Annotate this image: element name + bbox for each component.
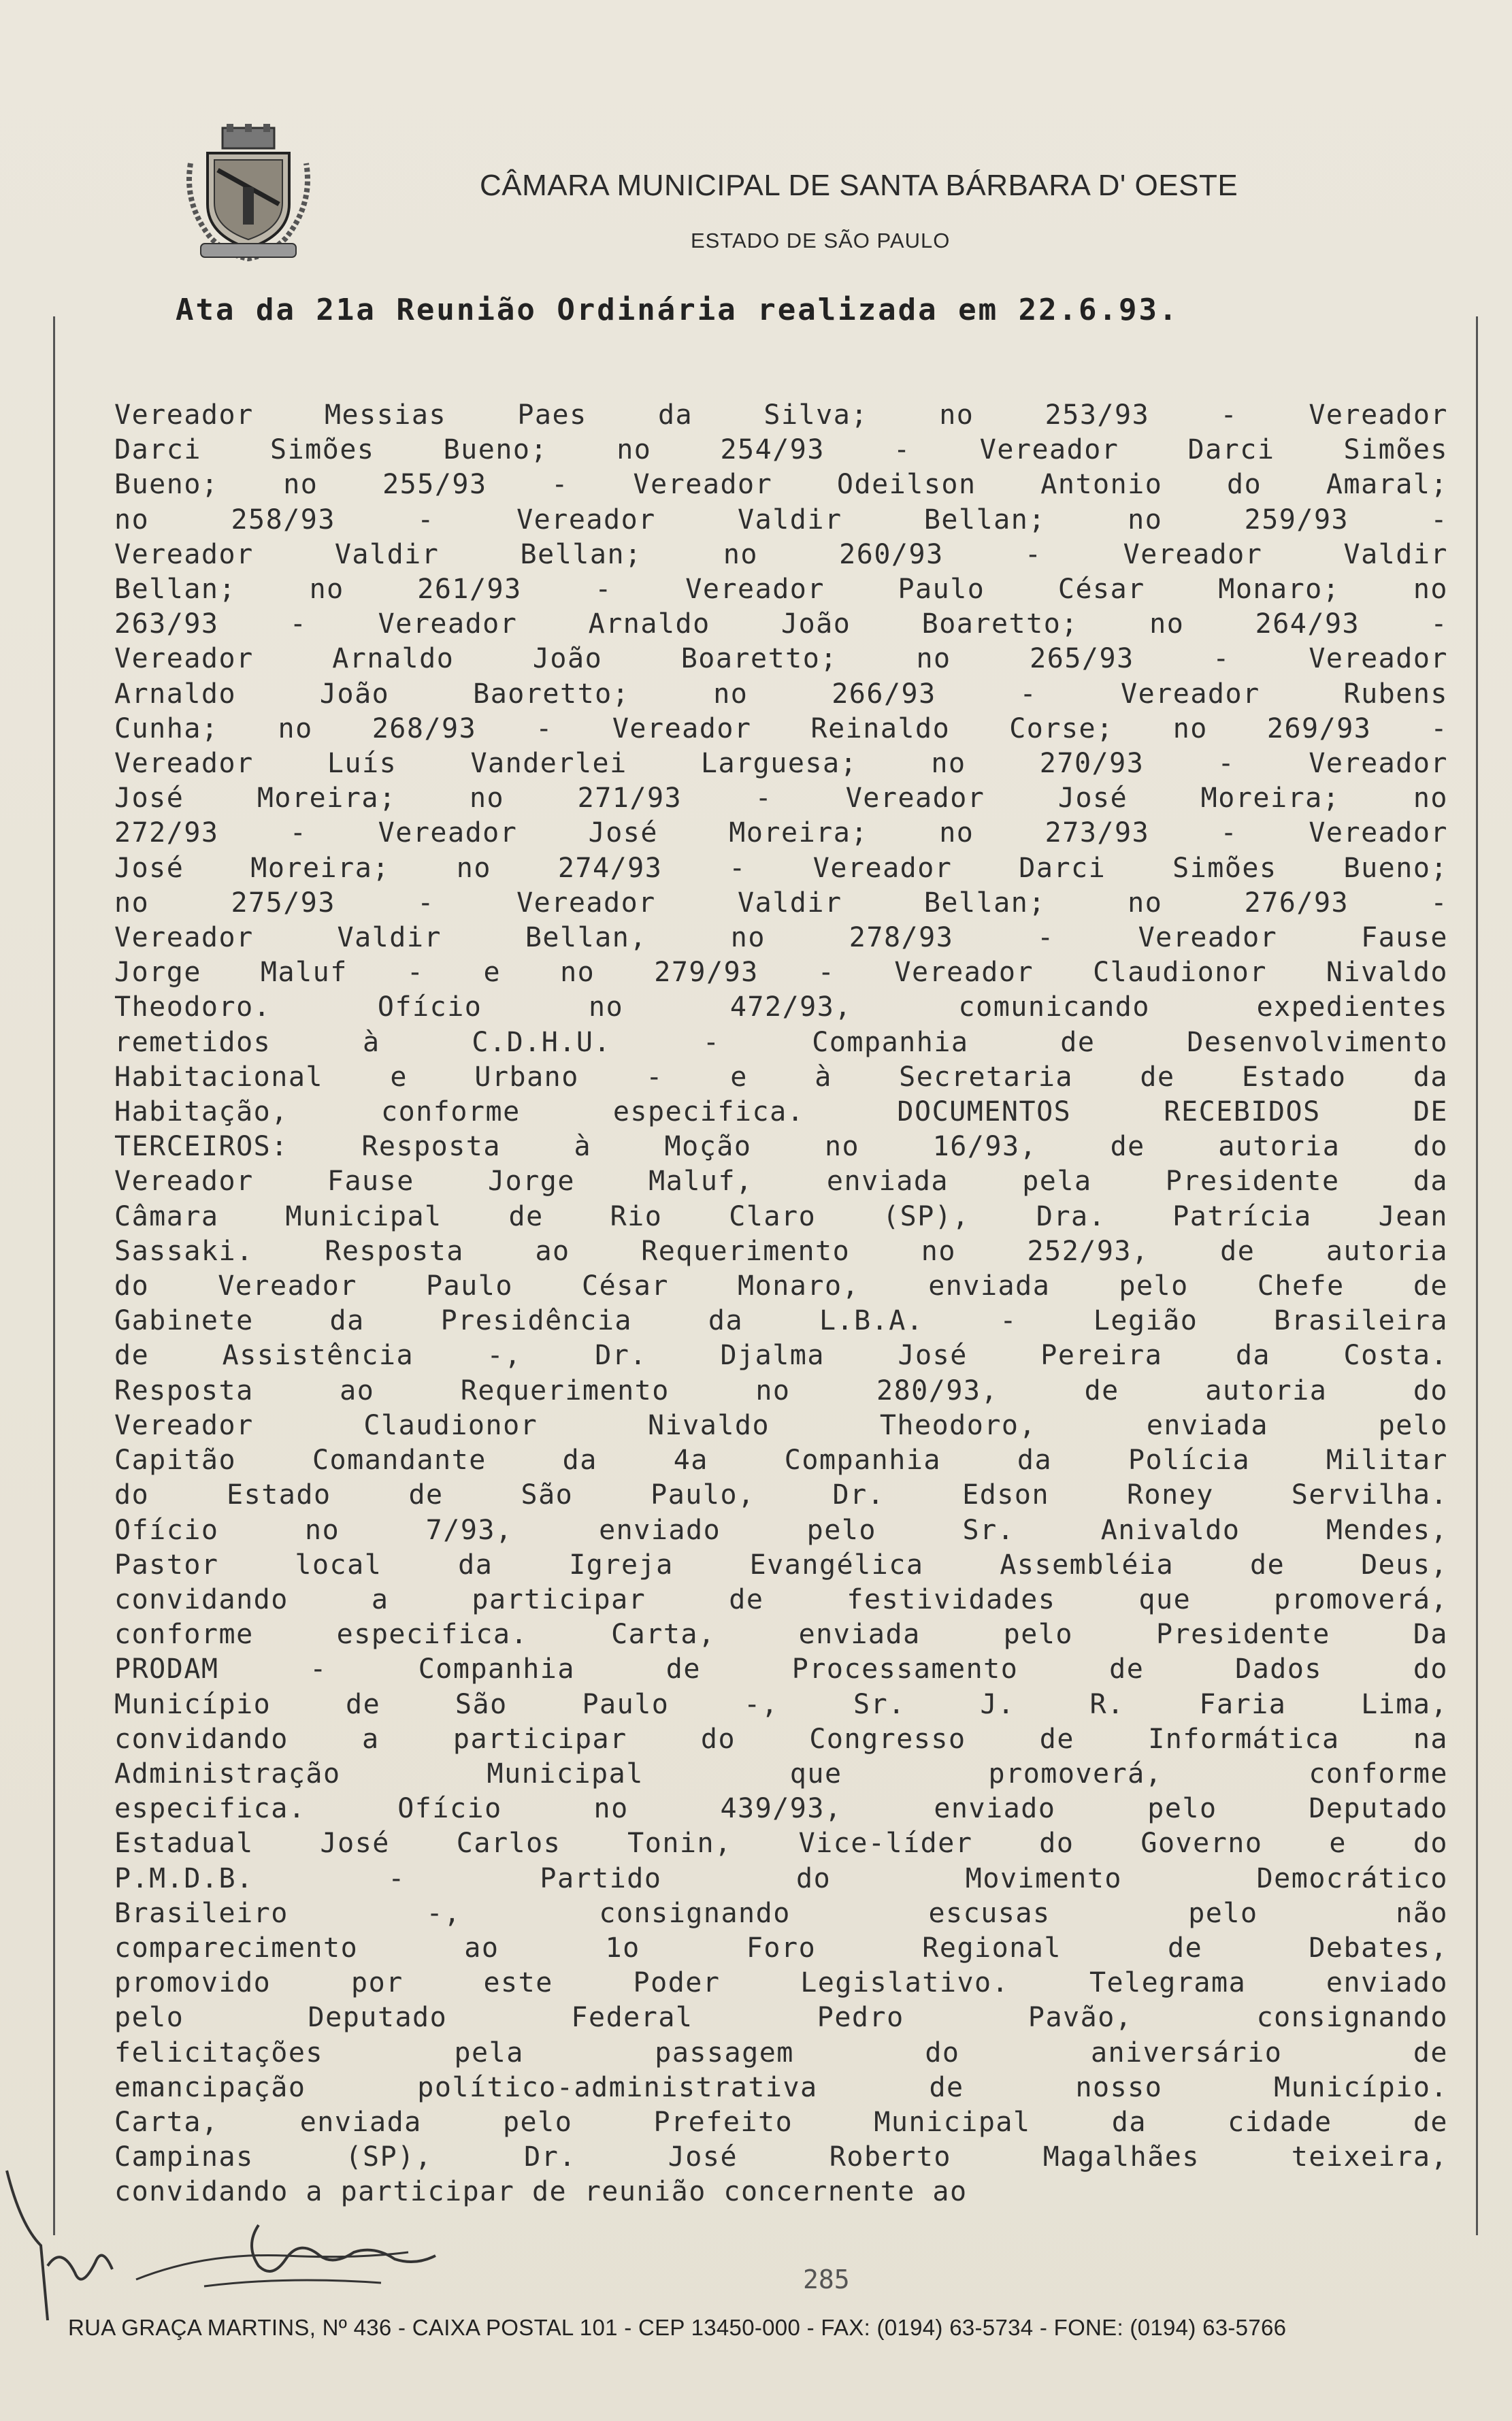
text-line: conforme especifica. Carta, enviada pelo Presidente Da bbox=[114, 1619, 1448, 1651]
text-line: de Assistência -, Dr. Djalma José Pereira da Costa. bbox=[114, 1340, 1448, 1372]
text-line: PRODAM - Companhia de Processamento de Dados do bbox=[114, 1653, 1448, 1685]
text-line: promovido por este Poder Legislativo. Telegrama enviado bbox=[114, 1967, 1448, 1999]
text-line: Cunha; no 268/93 - Vereador Reinaldo Corse; no 269/93 - bbox=[114, 712, 1448, 744]
text-line: Vereador Fause Jorge Maluf, enviada pela Presidente da bbox=[114, 1166, 1448, 1198]
text-line: Município de São Paulo -, Sr. J. R. Faria Lima, bbox=[114, 1688, 1448, 1720]
text-line: José Moreira; no 274/93 - Vereador Darci Simões Bueno; bbox=[114, 852, 1448, 884]
text-line: Theodoro. Ofício no 472/93, comunicando expedientes bbox=[114, 991, 1448, 1023]
text-line: Gabinete da Presidência da L.B.A. - Legião Brasileira bbox=[114, 1305, 1448, 1337]
text-line: pelo Deputado Federal Pedro Pavão, consignando bbox=[114, 2002, 1448, 2034]
text-line: 263/93 - Vereador Arnaldo João Boaretto; no 264/93 - bbox=[114, 608, 1448, 640]
text-line: Pastor local da Igreja Evangélica Assembléia de Deus, bbox=[114, 1549, 1448, 1581]
text-line: Carta, enviada pelo Prefeito Municipal da cidade de bbox=[114, 2106, 1448, 2138]
minutes-title: Ata da 21a Reunião Ordinária realizada em 22.6.93. bbox=[176, 293, 1179, 327]
text-line: Vereador Luís Vanderlei Larguesa; no 270/93 - Vereador bbox=[114, 748, 1448, 780]
text-line: remetidos à C.D.H.U. - Companhia de Desenvolvimento bbox=[114, 1026, 1448, 1058]
text-line: Resposta ao Requerimento no 280/93, de autoria do bbox=[114, 1374, 1448, 1406]
text-line: felicitações pela passagem do aniversário de bbox=[114, 2037, 1448, 2069]
text-line: Bueno; no 255/93 - Vereador Odeilson Antonio do Amaral; bbox=[114, 469, 1448, 501]
text-line: Darci Simões Bueno; no 254/93 - Vereador Darci Simões bbox=[114, 434, 1448, 466]
text-line: Arnaldo João Baoretto; no 266/93 - Vereador Rubens bbox=[114, 678, 1448, 710]
text-line: Estadual José Carlos Tonin, Vice-líder do Governo e do bbox=[114, 1828, 1448, 1860]
text-line: convidando a participar de festividades que promoverá, bbox=[114, 1583, 1448, 1615]
text-line: comparecimento ao 1o Foro Regional de Debates, bbox=[114, 1932, 1448, 1964]
text-line: Vereador Valdir Bellan, no 278/93 - Vereador Fause bbox=[114, 922, 1448, 954]
text-line: Habitação, conforme especifica. DOCUMENTOS RECEBIDOS DE bbox=[114, 1096, 1448, 1128]
text-line: TERCEIROS: Resposta à Moção no 16/93, de autoria do bbox=[114, 1131, 1448, 1163]
text-line: Campinas (SP), Dr. José Roberto Magalhães teixeira, bbox=[114, 2141, 1448, 2173]
organization-name: CÂMARA MUNICIPAL DE SANTA BÁRBARA D' OESTE bbox=[480, 169, 1238, 202]
text-line: Administração Municipal que promoverá, conforme bbox=[114, 1758, 1448, 1790]
text-line: no 258/93 - Vereador Valdir Bellan; no 259/93 - bbox=[114, 504, 1448, 536]
text-line: convidando a participar do Congresso de Informática na bbox=[114, 1723, 1448, 1755]
text-line: Habitacional e Urbano - e à Secretaria de Estado da bbox=[114, 1061, 1448, 1093]
text-line: Jorge Maluf - e no 279/93 - Vereador Claudionor Nivaldo bbox=[114, 957, 1448, 989]
text-line: Capitão Comandante da 4a Companhia da Polícia Militar bbox=[114, 1445, 1448, 1477]
right-border-line bbox=[1476, 316, 1478, 2235]
address-footer: RUA GRAÇA MARTINS, Nº 436 - CAIXA POSTAL 101 - CEP 13450-000 - FAX: (0194) 63-5734 - FONE: (0194) 63-5766 bbox=[68, 2315, 1287, 2340]
text-line: José Moreira; no 271/93 - Vereador José Moreira; no bbox=[114, 783, 1448, 814]
text-line: emancipação político-administrativa de nosso Município. bbox=[114, 2071, 1448, 2103]
municipal-crest-icon bbox=[180, 122, 316, 265]
organization-state: ESTADO DE SÃO PAULO bbox=[691, 229, 951, 252]
text-line: Ofício no 7/93, enviado pelo Sr. Anivaldo Mendes, bbox=[114, 1514, 1448, 1546]
text-line: Sassaki. Resposta ao Requerimento no 252/93, de autoria bbox=[114, 1235, 1448, 1267]
text-line: do Estado de São Paulo, Dr. Edson Roney Servilha. bbox=[114, 1479, 1448, 1511]
text-line: Brasileiro -, consignando escusas pelo não bbox=[114, 1897, 1448, 1929]
text-line: do Vereador Paulo César Monaro, enviada pelo Chefe de bbox=[114, 1270, 1448, 1302]
text-line: Vereador Claudionor Nivaldo Theodoro, enviada pelo bbox=[114, 1409, 1448, 1441]
text-line: Câmara Municipal de Rio Claro (SP), Dra. Patrícia Jean bbox=[114, 1200, 1448, 1232]
text-line: convidando a participar de reunião concernente ao bbox=[114, 2176, 968, 2208]
text-line: Vereador Messias Paes da Silva; no 253/93 - Vereador bbox=[114, 399, 1448, 431]
text-line: Vereador Arnaldo João Boaretto; no 265/93 - Vereador bbox=[114, 643, 1448, 675]
text-line: Bellan; no 261/93 - Vereador Paulo César Monaro; no bbox=[114, 574, 1448, 606]
minutes-body bbox=[114, 398, 1448, 2210]
text-line: no 275/93 - Vereador Valdir Bellan; no 276/93 - bbox=[114, 887, 1448, 919]
text-line: Vereador Valdir Bellan; no 260/93 - Vereador Valdir bbox=[114, 538, 1448, 570]
text-line: P.M.D.B. - Partido do Movimento Democrático bbox=[114, 1862, 1448, 1894]
page-number: 285 bbox=[803, 2264, 850, 2294]
left-border-line bbox=[53, 316, 55, 2235]
text-line: 272/93 - Vereador José Moreira; no 273/93 - Vereador bbox=[114, 817, 1448, 849]
text-line: especifica. Ofício no 439/93, enviado pelo Deputado bbox=[114, 1793, 1448, 1825]
